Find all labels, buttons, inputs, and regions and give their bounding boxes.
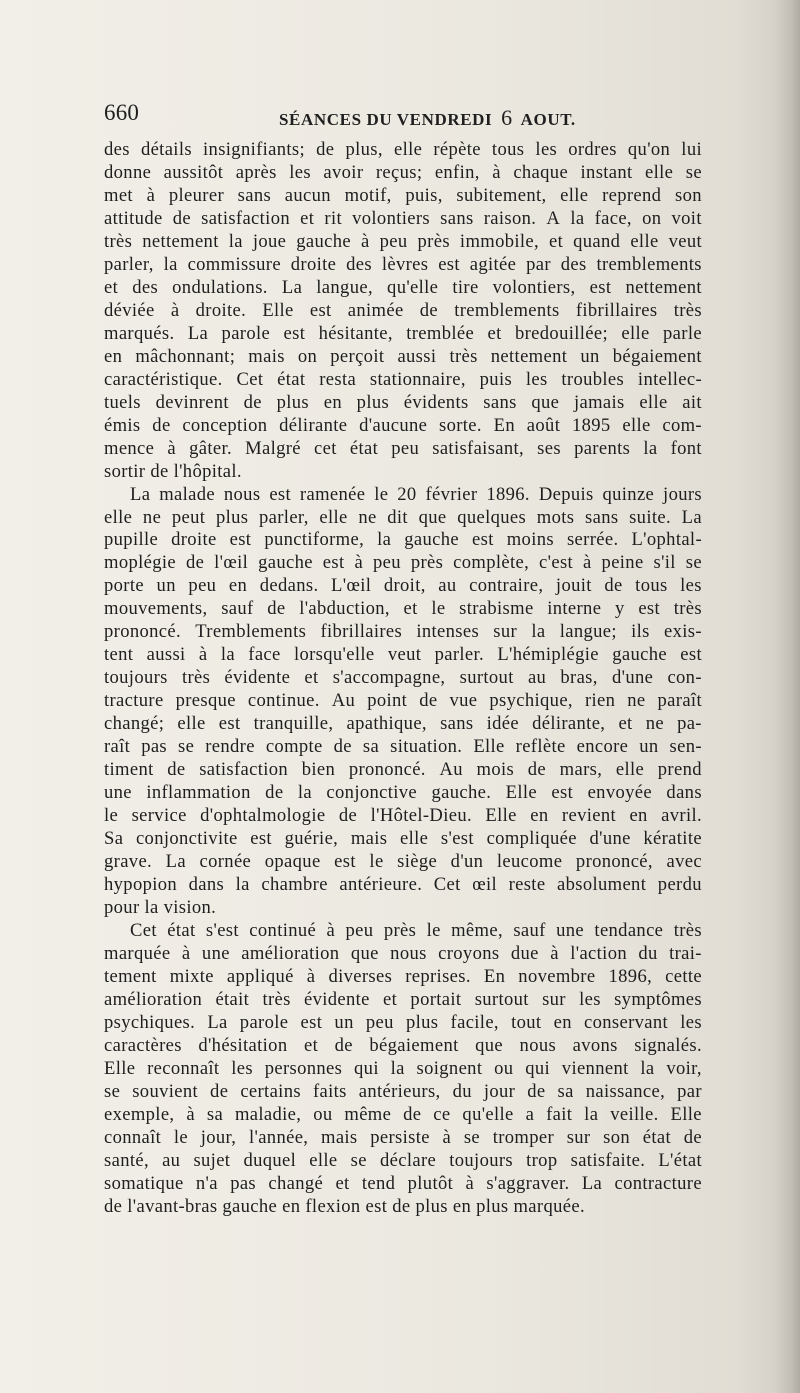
text-line: donne aussitôt après les avoir reçus; enfin, à chaque instant elle se — [104, 161, 702, 183]
text-line: attitude de satisfaction et rit volontiers sans raison. A la face, on voit — [104, 207, 702, 229]
text-line: marqués. La parole est hésitante, tremblée et bredouillée; elle parle — [104, 322, 702, 344]
text-line: changé; elle est tranquille, apathique, sans idée délirante, et ne pa- — [104, 713, 702, 735]
text-line: et des ondulations. La langue, qu'elle tire volontiers, est nettement — [104, 276, 702, 298]
text-line: raît pas se rendre compte de sa situation. Elle reflète encore un sen- — [104, 736, 702, 758]
text-line: exemple, à sa maladie, ou même de ce qu'elle a fait la veille. Elle — [104, 1103, 702, 1125]
page-number: 660 — [104, 100, 140, 125]
text-line: caractéristique. Cet état resta stationnaire, puis les troubles intellec- — [104, 368, 702, 390]
text-line: mouvements, sauf de l'abduction, et le strabisme interne y est très — [104, 598, 702, 620]
running-title-text: SÉANCES DU VENDREDI — [279, 110, 493, 129]
text-line: hypopion dans la chambre antérieure. Cet œil reste absolument perdu — [104, 874, 702, 895]
text-line: se souvient de certains faits antérieurs, du jour de sa naissance, par — [104, 1080, 702, 1102]
text-line: tuels devinrent de plus en plus évidents sans que jamais elle ait — [104, 391, 702, 413]
text-line: timent de satisfaction bien prononcé. Au mois de mars, elle prend — [104, 759, 702, 781]
text-line: tent aussi à la face lorsqu'elle veut parler. L'hémiplégie gauche est — [104, 644, 702, 666]
text-line: somatique n'a pas changé et tend plutôt à s'aggraver. La contracture — [104, 1172, 702, 1194]
running-title — [279, 105, 576, 131]
text-line: le service d'ophtalmologie de l'Hôtel-Dieu. Elle en revient en avril. — [104, 805, 702, 827]
running-title-month: AOUT. — [520, 110, 576, 129]
text-line: très nettement la joue gauche à peu près immobile, et quand elle veut — [104, 230, 702, 252]
text-line: pupille droite est punctiforme, la gauche est moins serrée. L'ophtal- — [104, 529, 702, 551]
text-line: toujours très évidente et s'accompagne, surtout au bras, d'une con- — [104, 667, 702, 689]
text-line: psychiques. La parole est un peu plus facile, tout en conservant les — [104, 1011, 702, 1033]
text-line: Cet état s'est continué à peu près le même, sauf une tendance très — [130, 919, 702, 941]
text-line: porte un peu en dedans. L'œil droit, au contraire, jouit de tous les — [104, 575, 702, 597]
text-line: Sa conjonctivite est guérie, mais elle s'est compliquée d'une kératite — [104, 828, 702, 850]
body-text — [90, 139, 702, 1219]
text-line: une inflammation de la conjonctive gauche. Elle est envoyée dans — [104, 782, 702, 804]
text-line: elle ne peut plus parler, elle ne dit que quelques mots sans suite. La — [104, 506, 702, 528]
text-line: déviée à droite. Elle est animée de tremblements fibrillaires très — [104, 299, 702, 321]
text-line: mence à gâter. Malgré cet état peu satisfaisant, ses parents la font — [104, 437, 702, 459]
text-line: sortir de l'hôpital. — [104, 460, 242, 482]
text-line: tracture presque continue. Au point de vue psychique, rien ne paraît — [104, 690, 702, 712]
text-line: santé, au sujet duquel elle se déclare toujours trop satisfaite. L'état — [104, 1149, 702, 1171]
text-line: amélioration était très évidente et portait surtout sur les symptômes — [104, 988, 702, 1010]
text-line: moplégie de l'œil gauche est à peu près complète, c'est à peine s'il se — [104, 552, 702, 574]
text-line: connaît le jour, l'année, mais persiste à se tromper sur son état de — [104, 1126, 702, 1148]
text-line: Elle reconnaît les personnes qui la soignent ou qui viennent la voir, — [104, 1057, 702, 1079]
text-line: caractères d'hésitation et de bégaiement que nous avons signalés. — [104, 1034, 702, 1056]
text-line: prononcé. Tremblements fibrillaires intenses sur la langue; ils exis- — [104, 621, 702, 643]
page-edge-shadow — [774, 0, 800, 1393]
text-line: marquée à une amélioration que nous croyons due à l'action du trai- — [104, 942, 702, 964]
text-line: des détails insignifiants; de plus, elle répète tous les ordres qu'on lui — [104, 139, 702, 160]
text-line: émis de conception délirante d'aucune sorte. En août 1895 elle com- — [104, 414, 702, 436]
text-line: La malade nous est ramenée le 20 février 1896. Depuis quinze jours — [130, 483, 702, 505]
text-line: met à pleurer sans aucun motif, puis, subitement, elle reprend son — [104, 184, 702, 206]
text-line: en mâchonnant; mais on perçoit aussi très nettement un bégaiement — [104, 345, 702, 367]
text-line: de l'avant-bras gauche en flexion est de plus en plus marquée. — [104, 1195, 585, 1217]
text-line: pour la vision. — [104, 896, 217, 918]
text-line: grave. La cornée opaque est le siège d'un leucome prononcé, avec — [104, 851, 702, 873]
text-line: parler, la commissure droite des lèvres est agitée par des tremblements — [104, 253, 702, 275]
running-title-number: 6 — [501, 105, 513, 130]
text-line: tement mixte appliqué à diverses reprises. En novembre 1896, cette — [104, 965, 702, 987]
running-header — [104, 100, 704, 130]
